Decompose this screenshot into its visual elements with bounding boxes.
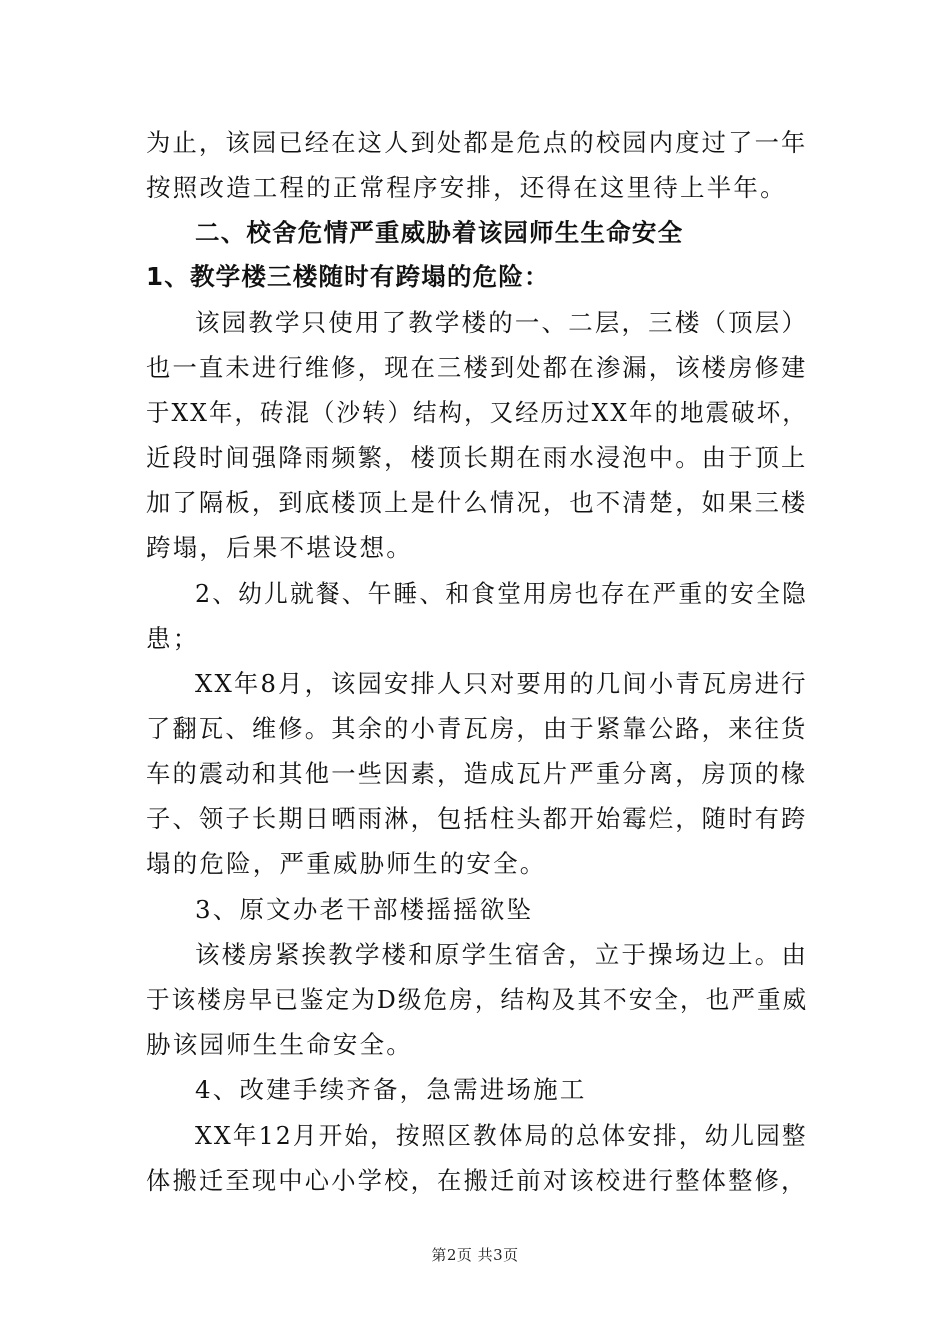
body-line: XX年8月，该园安排人只对要用的几间小青瓦房进行 (195, 669, 808, 698)
body-line: 为止，该园已经在这人到处都是危点的校园内度过了一年 (146, 128, 808, 157)
body-line: 跨塌，后果不堪设想。 (146, 533, 413, 562)
subsection-heading: 3、原文办老干部楼摇摇欲坠 (195, 895, 534, 924)
subsection-heading: 2、幼儿就餐、午睡、和食堂用房也存在严重的安全隐 (195, 579, 808, 608)
section-heading: 二、校舍危情严重威胁着该园师生生命安全 (195, 218, 684, 247)
body-line: 胁该园师生生命安全。 (146, 1030, 413, 1059)
body-line: 该园教学只使用了教学楼的一、二层，三楼（顶层） (195, 308, 809, 337)
body-line: 患； (146, 624, 200, 653)
body-line: 按照改造工程的正常程序安排，还得在这里待上半年。 (146, 173, 787, 202)
subsection-heading: 4、改建手续齐备，急需进场施工 (195, 1075, 587, 1104)
body-line: 车的震动和其他一些因素，造成瓦片严重分离，房顶的椽 (146, 759, 808, 788)
body-line: 了翻瓦、维修。其余的小青瓦房，由于紧靠公路，来往货 (146, 714, 808, 743)
page-footer: 第2页 共3页 (431, 1246, 519, 1264)
body-line: XX年12月开始，按照区教体局的总体安排，幼儿园整 (195, 1121, 808, 1150)
body-line: 于该楼房早已鉴定为D级危房，结构及其不安全，也严重威 (146, 985, 809, 1014)
body-line: 子、领子长期日晒雨淋，包括柱头都开始霉烂，随时有跨 (146, 804, 808, 833)
body-line: 也一直未进行维修，现在三楼到处都在渗漏，该楼房修建 (146, 353, 808, 382)
subsection-heading: 1、教学楼三楼随时有跨塌的危险： (146, 262, 550, 291)
body-line: 体搬迁至现中心小学校，在搬迁前对该校进行整体整修， (146, 1166, 808, 1195)
body-line: 该楼房紧挨教学楼和原学生宿舍，立于操场边上。由 (195, 940, 809, 969)
body-line: 加了隔板，到底楼顶上是什么情况，也不清楚，如果三楼 (146, 488, 808, 517)
body-line: 近段时间强降雨频繁，楼顶长期在雨水浸泡中。由于顶上 (146, 443, 808, 472)
body-line: 于XX年，砖混（沙转）结构，又经历过XX年的地震破坏， (146, 398, 808, 427)
body-line: 塌的危险，严重威胁师生的安全。 (146, 849, 547, 878)
